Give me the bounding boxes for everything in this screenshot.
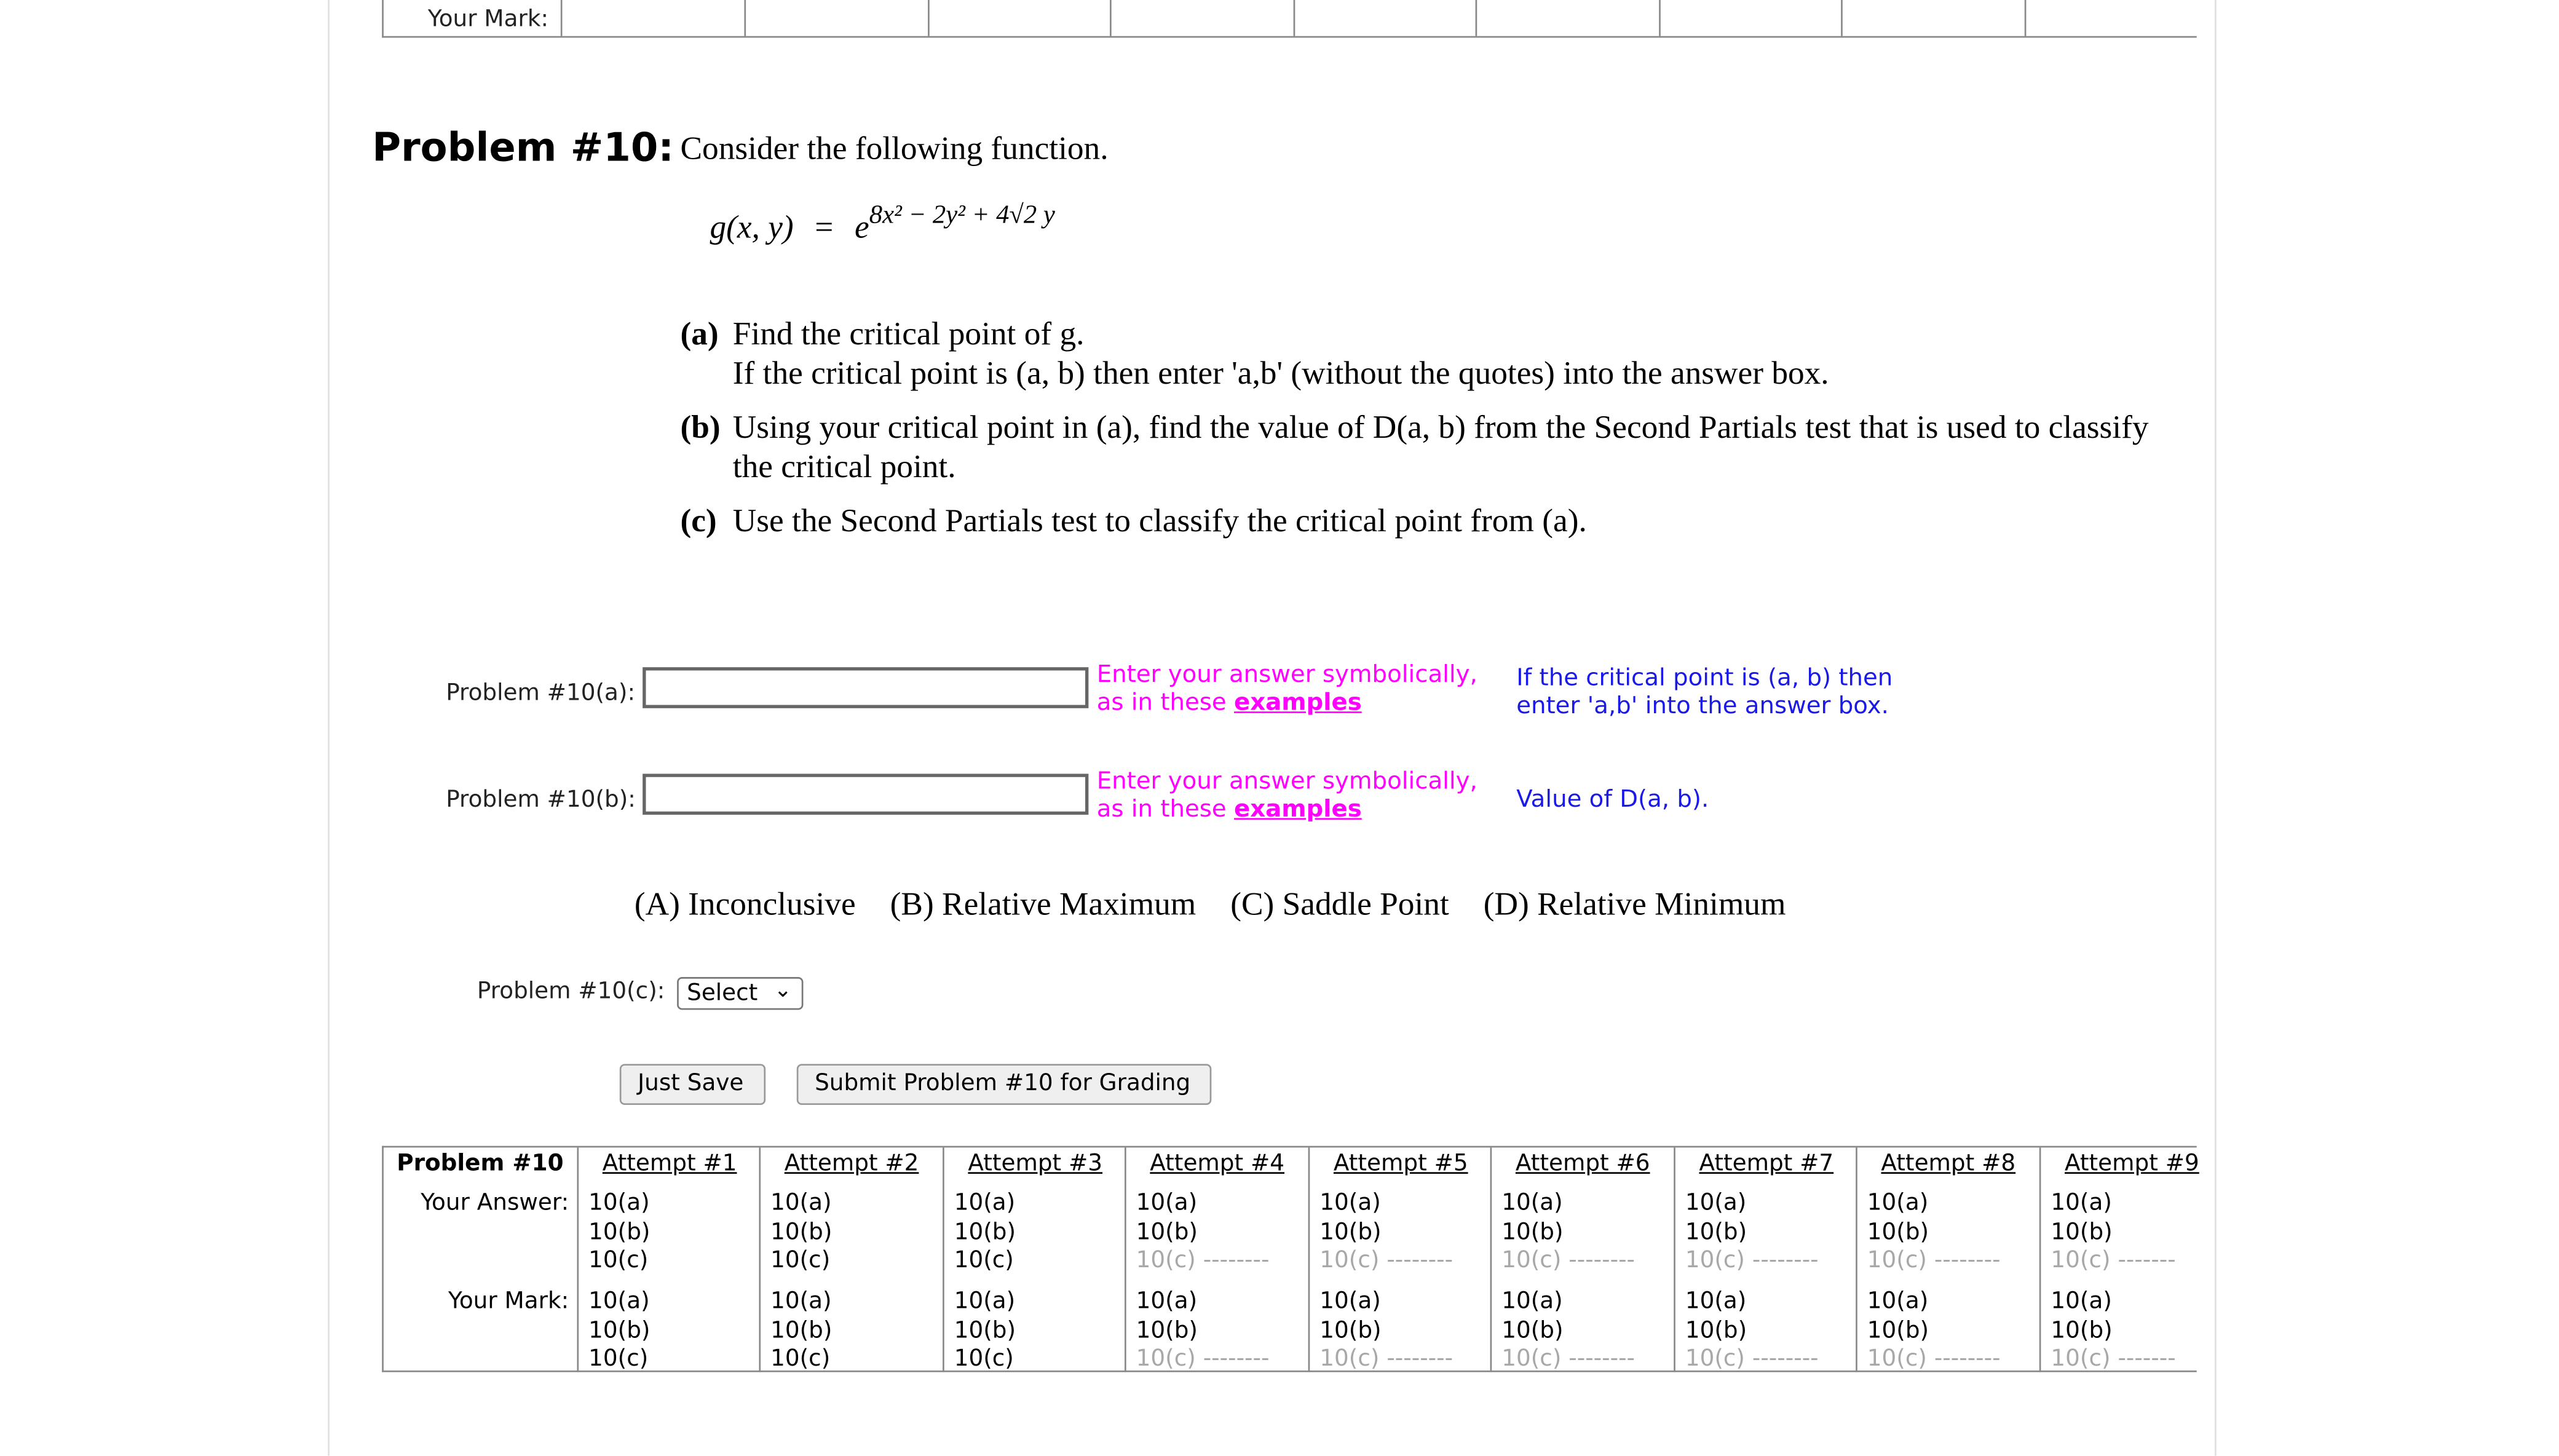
mark-b: 10(b) xyxy=(2051,1317,2113,1343)
mark-c: 10(c) xyxy=(1136,1345,1196,1372)
answer-b: 10(b) xyxy=(1867,1219,1929,1245)
attempt-column xyxy=(1856,1147,2041,1372)
answer-b: 10(b) xyxy=(954,1219,1016,1245)
choice-b: (B) Relative Maximum xyxy=(890,887,1196,924)
mark-a: 10(a) xyxy=(1319,1288,1381,1315)
answer-a: 10(a) xyxy=(954,1190,1016,1217)
function-formula xyxy=(710,201,1055,247)
part-b-text: Using your critical point in (a), find the value of D(a, b) from the Second Partials test that is used to classify xyxy=(732,410,2149,446)
part-c-label: (c) xyxy=(680,503,717,540)
note-text-2: enter 'a,b' into the answer box. xyxy=(1516,693,1889,720)
mark-c: 10(c) xyxy=(1867,1345,1927,1372)
part-b xyxy=(680,408,2205,487)
answer-c-placeholder: -------- xyxy=(1568,1247,1635,1274)
answer-cell xyxy=(2051,1190,2175,1276)
part-b-text-2: the critical point. xyxy=(732,449,956,486)
mark-cell xyxy=(588,1289,650,1375)
mark-b: 10(b) xyxy=(1867,1317,1929,1343)
problem-10b-hint xyxy=(1097,769,1477,825)
mark-c-placeholder: ------- xyxy=(2118,1345,2176,1372)
answer-a: 10(a) xyxy=(1501,1190,1563,1217)
choice-c: (C) Saddle Point xyxy=(1230,887,1449,924)
page-right-border xyxy=(2215,0,2217,1456)
mark-b: 10(b) xyxy=(588,1317,651,1343)
answer-b: 10(b) xyxy=(1319,1219,1382,1245)
problem-10a-note xyxy=(1516,665,1893,721)
mark-cell xyxy=(1685,1289,1819,1375)
mark-cell xyxy=(1867,1289,2001,1375)
choice-d: (D) Relative Minimum xyxy=(1483,887,1786,924)
hint-prefix: as in these xyxy=(1096,690,1235,717)
attempt-column xyxy=(943,1147,1126,1372)
answer-a: 10(a) xyxy=(1685,1190,1747,1217)
problem-10c-label: Problem #10(c): xyxy=(477,978,665,1005)
chevron-down-icon: ⌄ xyxy=(773,978,792,1003)
hint-prefix: as in these xyxy=(1096,796,1235,823)
answer-a: 10(a) xyxy=(770,1190,832,1217)
answer-c: 10(c) xyxy=(1319,1247,1380,1274)
mark-b: 10(b) xyxy=(1685,1317,1747,1343)
answer-c: 10(c) xyxy=(1136,1247,1196,1274)
mark-b: 10(b) xyxy=(1319,1317,1382,1343)
answer-cell xyxy=(1685,1190,1819,1276)
answer-b: 10(b) xyxy=(2051,1219,2113,1245)
table-cell xyxy=(2025,0,2027,36)
answer-c-placeholder: -------- xyxy=(1203,1247,1270,1274)
mark-b: 10(b) xyxy=(1136,1317,1198,1343)
mark-cell xyxy=(1136,1289,1270,1375)
attempt-column xyxy=(577,1147,761,1372)
problem-10c-select[interactable] xyxy=(677,977,803,1010)
answer-b: 10(b) xyxy=(770,1219,833,1245)
mark-b: 10(b) xyxy=(954,1317,1016,1343)
mark-c: 10(c) xyxy=(1685,1345,1746,1372)
attempt-column xyxy=(1125,1147,1310,1372)
examples-link[interactable]: examples xyxy=(1234,796,1362,823)
classification-choices xyxy=(635,887,1812,924)
part-a-label: (a) xyxy=(680,316,719,353)
formula-lhs: g(x, y) xyxy=(710,210,794,246)
attempt-header[interactable]: Attempt #1 xyxy=(602,1150,737,1177)
mark-cell xyxy=(1501,1289,1635,1375)
answer-c: 10(c) xyxy=(954,1247,1014,1274)
mark-a: 10(a) xyxy=(1685,1288,1747,1315)
table-row-header: Problem #10 xyxy=(397,1150,564,1177)
mark-b: 10(b) xyxy=(1501,1317,1564,1343)
attempt-header[interactable]: Attempt #9 xyxy=(2065,1150,2199,1177)
answer-c-placeholder: -------- xyxy=(1934,1247,2001,1274)
page-left-border xyxy=(328,0,330,1456)
answer-a: 10(a) xyxy=(588,1190,650,1217)
problem-10a-label: Problem #10(a): xyxy=(446,680,636,707)
mark-c-placeholder: -------- xyxy=(1752,1345,1819,1372)
problem-10b-input[interactable] xyxy=(643,774,1088,815)
mark-c-placeholder: -------- xyxy=(1934,1345,2001,1372)
attempt-column xyxy=(1490,1147,1675,1372)
your-mark-label: Your Mark: xyxy=(448,1288,569,1315)
mark-c: 10(c) xyxy=(1319,1345,1380,1372)
problem-10b-label: Problem #10(b): xyxy=(446,786,636,813)
answer-c: 10(c) xyxy=(770,1247,831,1274)
hint-text: Enter your answer symbolically, xyxy=(1096,769,1477,796)
table-cell xyxy=(1110,0,1112,36)
select-value: Select xyxy=(687,980,758,1007)
answer-cell xyxy=(1501,1190,1635,1276)
your-mark-label: Your Mark: xyxy=(427,6,549,33)
table-cell xyxy=(1476,0,1477,36)
answer-cell xyxy=(588,1190,650,1276)
problem-10b-note: Value of D(a, b). xyxy=(1516,786,1709,813)
answer-c-placeholder: -------- xyxy=(1752,1247,1819,1274)
part-a-text: Find the critical point of g. xyxy=(732,316,1085,353)
answer-cell xyxy=(770,1190,832,1276)
table-cell xyxy=(928,0,930,36)
attempt-header[interactable]: Attempt #4 xyxy=(1150,1150,1285,1177)
mark-c: 10(c) xyxy=(2051,1345,2111,1372)
part-c-text: Use the Second Partials test to classify the critical point from (a). xyxy=(732,503,1587,540)
answer-cell xyxy=(1867,1190,2001,1276)
mark-c: 10(c) xyxy=(588,1345,649,1372)
mark-a: 10(a) xyxy=(1136,1288,1198,1315)
mark-a: 10(a) xyxy=(770,1288,832,1315)
mark-c-placeholder: -------- xyxy=(1203,1345,1270,1372)
answer-cell xyxy=(954,1190,1016,1276)
mark-cell xyxy=(2051,1289,2175,1375)
attempt-column xyxy=(759,1147,944,1372)
answer-b: 10(b) xyxy=(1501,1219,1564,1245)
answer-c: 10(c) xyxy=(2051,1247,2111,1274)
problem-heading: Problem #10: xyxy=(372,124,674,171)
note-text: If the critical point is (a, b) then xyxy=(1516,665,1893,692)
answer-c: 10(c) xyxy=(588,1247,649,1274)
problem-10a-input[interactable] xyxy=(643,667,1088,708)
mark-c-placeholder: -------- xyxy=(1386,1345,1454,1372)
just-save-button[interactable]: Just Save xyxy=(620,1064,765,1105)
answer-b: 10(b) xyxy=(1136,1219,1198,1245)
problem-intro: Consider the following function. xyxy=(680,131,1109,167)
attempt-column xyxy=(1308,1147,1492,1372)
attempt-header[interactable]: Attempt #7 xyxy=(1699,1150,1834,1177)
mark-c: 10(c) xyxy=(954,1345,1014,1372)
answer-c: 10(c) xyxy=(1501,1247,1562,1274)
mark-a: 10(a) xyxy=(954,1288,1016,1315)
submit-button[interactable]: Submit Problem #10 for Grading xyxy=(797,1064,1212,1105)
attempts-table xyxy=(382,1146,2199,1372)
formula-equals: = xyxy=(815,210,834,246)
mark-cell xyxy=(954,1289,1016,1375)
hint-text: Enter your answer symbolically, xyxy=(1096,662,1477,689)
problem-10a-hint xyxy=(1097,662,1477,718)
formula-base: e xyxy=(855,210,869,246)
mark-cell xyxy=(1319,1289,1453,1375)
mark-c: 10(c) xyxy=(1501,1345,1562,1372)
mark-cell xyxy=(770,1289,832,1375)
attempt-header[interactable]: Attempt #5 xyxy=(1333,1150,1468,1177)
choice-a: (A) Inconclusive xyxy=(634,887,856,924)
mark-c: 10(c) xyxy=(770,1345,831,1372)
part-c xyxy=(680,502,2205,541)
your-answer-label: Your Answer: xyxy=(421,1190,569,1217)
answer-b: 10(b) xyxy=(1685,1219,1747,1245)
answer-a: 10(a) xyxy=(2051,1190,2112,1217)
answer-c: 10(c) xyxy=(1685,1247,1746,1274)
answer-c: 10(c) xyxy=(1867,1247,1927,1274)
attempt-column xyxy=(2039,1147,2200,1372)
mark-a: 10(a) xyxy=(1501,1288,1563,1315)
answer-cell xyxy=(1319,1190,1453,1276)
answer-c-placeholder: ------- xyxy=(2118,1247,2176,1274)
answer-a: 10(a) xyxy=(1136,1190,1198,1217)
part-a-text-2: If the critical point is (a, b) then enter 'a,b' (without the quotes) into the answer box. xyxy=(732,355,1829,392)
answer-c-placeholder: -------- xyxy=(1386,1247,1454,1274)
previous-attempts-table xyxy=(382,0,2196,38)
attempt-header[interactable]: Attempt #3 xyxy=(968,1150,1103,1177)
mark-a: 10(a) xyxy=(2051,1288,2112,1315)
table-cell xyxy=(1659,0,1661,36)
answer-a: 10(a) xyxy=(1867,1190,1929,1217)
mark-a: 10(a) xyxy=(1867,1288,1929,1315)
attempt-header[interactable]: Attempt #2 xyxy=(784,1150,919,1177)
part-a xyxy=(680,315,2205,394)
answer-cell xyxy=(1136,1190,1270,1276)
table-cell xyxy=(1841,0,1843,36)
part-b-label: (b) xyxy=(680,410,721,446)
table-cell xyxy=(744,0,746,36)
table-cell xyxy=(1294,0,1295,36)
mark-b: 10(b) xyxy=(770,1317,833,1343)
answer-b: 10(b) xyxy=(588,1219,651,1245)
mark-c-placeholder: -------- xyxy=(1568,1345,1635,1372)
formula-exponent: 8x² − 2y² + 4√2 y xyxy=(869,201,1055,230)
mark-a: 10(a) xyxy=(588,1288,650,1315)
attempt-header[interactable]: Attempt #6 xyxy=(1515,1150,1650,1177)
examples-link[interactable]: examples xyxy=(1234,690,1362,717)
answer-a: 10(a) xyxy=(1319,1190,1381,1217)
table-cell xyxy=(561,0,563,36)
attempt-header[interactable]: Attempt #8 xyxy=(1881,1150,2016,1177)
attempt-column xyxy=(1674,1147,1857,1372)
